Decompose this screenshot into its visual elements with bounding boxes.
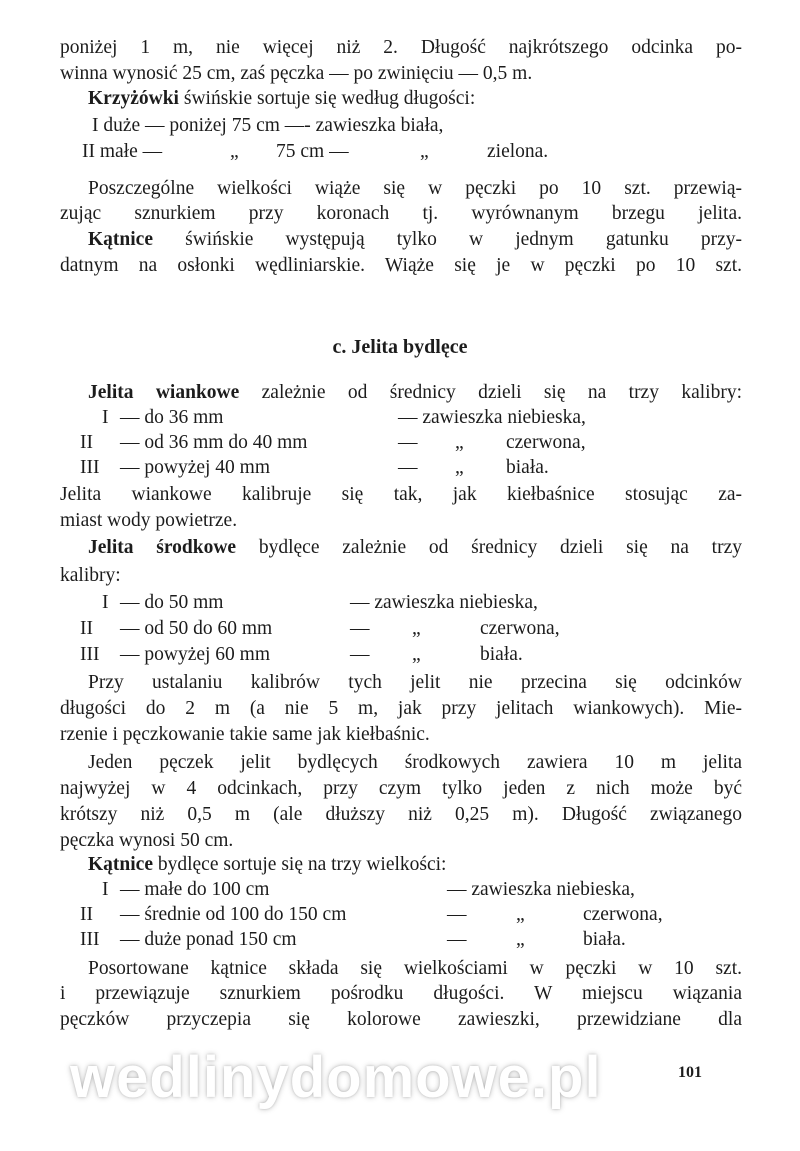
cell: „ [412,618,421,639]
cell: „ [412,644,421,665]
table-row [0,643,800,667]
table-row [0,903,800,927]
cell: — [398,432,418,453]
watermark-bottom: wedlinydomowe.pl [70,1045,602,1110]
text-line [88,228,742,252]
cell: czerwona, [583,904,663,925]
table-row [0,878,800,902]
cell: „ [230,141,239,162]
cell: II [80,618,93,639]
cell: — zawieszka niebieska, [398,407,586,428]
term-bold: Jelita środkowe [88,537,237,558]
table-row [0,591,800,615]
text-line [88,381,742,405]
cell: „ [516,929,525,950]
text-line: kalibry: [60,565,121,586]
text-line: pęczka wynosi 50 cm. [60,830,234,851]
text-line: Posortowane kątnice składa się wielkościami w pęczki w 10 szt. [88,958,742,979]
cell: II [80,904,93,925]
text-line [88,853,742,877]
text: świńskie występują tylko w jednym gatunku przy- [152,229,742,250]
cell: czerwona, [480,618,560,639]
term-bold: Kątnice [88,229,153,250]
text-line [88,536,742,560]
term-bold: Krzyżówki [88,88,179,109]
term-bold: Jelita wiankowe [88,382,240,403]
cell: — powyżej 60 mm [120,644,271,665]
cell: — zawieszka niebieska, [350,592,538,613]
text-line: rzenie i pęczkowanie takie same jak kiełbaśnic. [60,724,430,745]
cell: — [350,618,370,639]
text-line: Poszczególne wielkości wiąże się w pęczki po 10 szt. przewią- [88,178,742,199]
cell: — od 50 do 60 mm [120,618,273,639]
cell: 75 cm — [276,141,349,162]
cell: czerwona, [506,432,586,453]
cell: biała. [480,644,523,665]
cell: „ [455,457,464,478]
text: bydlęce zależnie od średnicy dzieli się na trzy [236,537,742,558]
cell: — średnie od 100 do 150 cm [120,904,347,925]
table-row [0,456,800,480]
cell: — do 50 mm [120,592,224,613]
cell: — od 36 mm do 40 mm [120,432,308,453]
cell: II [80,432,93,453]
text-line: pęczków przyczepia się kolorowe zawieszki, przewidziane dla [60,1009,742,1030]
cell: — [398,457,418,478]
cell: II małe — [82,141,163,162]
text-line: Jelita wiankowe kalibruje się tak, jak kiełbaśnice stosując za- [60,484,742,505]
cell: biała. [506,457,549,478]
cell: I duże — poniżej 75 cm —- zawieszka biała, [92,115,444,136]
text-line: długości do 2 m (a nie 5 m, jak przy jelitach wiankowych). Mie- [60,698,742,719]
cell: I [102,592,109,613]
cell: — do 36 mm [120,407,224,428]
table-row [0,406,800,430]
cell: biała. [583,929,626,950]
text-line: poniżej 1 m, nie więcej niż 2. Długość najkrótszego odcinka po- [60,37,742,58]
table-row [0,114,800,138]
cell: I [102,879,109,900]
cell: I [102,407,109,428]
cell: — małe do 100 cm [120,879,270,900]
cell: „ [420,141,429,162]
cell: „ [516,904,525,925]
text-line: winna wynosić 25 cm, zaś pęczka — po zwinięciu — 0,5 m. [60,63,533,84]
section-heading: c. Jelita bydlęce [332,336,468,358]
cell: III [80,457,100,478]
cell: — [447,929,467,950]
cell: — powyżej 40 mm [120,457,271,478]
cell: — [350,644,370,665]
table-row [0,431,800,455]
text: zależnie od średnicy dzieli się na trzy kalibry: [239,382,742,403]
text-line: i przewiązuje sznurkiem pośrodku długości. W miejscu wiązania [60,983,742,1004]
text: bydlęce sortuje się na trzy wielkości: [152,854,447,875]
cell: — [447,904,467,925]
text-line: najwyżej w 4 odcinkach, przy czym tylko jeden z nich może być [60,778,742,799]
text-line: Przy ustalaniu kalibrów tych jelit nie przecina się odcinków [88,672,742,693]
table-row [0,140,800,164]
cell: — duże ponad 150 cm [120,929,297,950]
text-line [88,87,742,111]
page-number: 101 [678,1064,702,1081]
cell: „ [455,432,464,453]
text-line: zując sznurkiem przy koronach tj. wyrównanym brzegu jelita. [60,203,742,224]
cell: III [80,644,100,665]
text: świńskie sortuje się według długości: [178,88,476,109]
cell: — zawieszka niebieska, [447,879,635,900]
cell: III [80,929,100,950]
text-line: miast wody powietrze. [60,510,238,531]
cell: zielona. [487,141,549,162]
table-row [0,928,800,952]
text-line: krótszy niż 0,5 m (ale dłuższy niż 0,25 m). Długość związanego [60,804,742,825]
text-line: Jeden pęczek jelit bydlęcych środkowych zawiera 10 m jelita [88,752,742,773]
table-row [0,617,800,641]
term-bold: Kątnice [88,854,153,875]
text-line: datnym na osłonki wędliniarskie. Wiąże się je w pęczki po 10 szt. [60,255,742,276]
